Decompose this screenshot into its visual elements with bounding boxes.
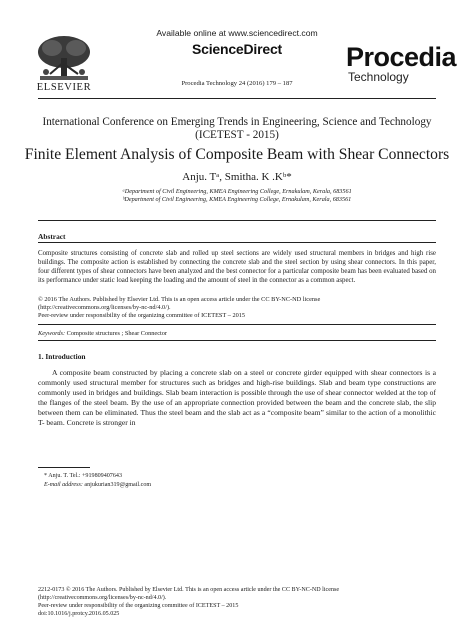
affiliation-a: ᵃDepartment of Civil Engineering, KMEA Engineering College, Ernakulam, Kerala, 683561 xyxy=(122,188,352,195)
bottom-copyright xyxy=(38,586,448,618)
abstract-copyright xyxy=(38,296,436,320)
procedia-title: Procedia xyxy=(346,42,457,72)
keywords-bottom-divider xyxy=(38,340,436,341)
bottom-license-link[interactable]: (http://creativecommons.org/licenses/by-nc-nd/4.0/). xyxy=(38,595,167,602)
email-address[interactable]: anjukurian319@gmail.com xyxy=(82,481,152,488)
conference-name: International Conference on Emerging Trends in Engineering, Science and Technology (ICETEST - 2015) xyxy=(42,116,432,141)
keywords-value: Composite structures ; Shear Connector xyxy=(65,330,168,337)
authors: Anju. Tᵃ, Smitha. K .Kᵇ* xyxy=(182,171,292,183)
email-label: E-mail address: xyxy=(44,481,83,488)
paper-title: Finite Element Analysis of Composite Beam with Shear Connectors xyxy=(24,146,450,163)
doi[interactable]: doi:10.1016/j.protcy.2016.05.025 xyxy=(38,611,120,618)
introduction-body: A composite beam constructed by placing a concrete slab on a steel or concrete girder equipped with shear connectors is a commonly used structural member for structures such as bridges and high-rise buildings. Slab and beam type constructions are commonly used in bridges and buildings. Slab beam interaction is possible through the use of shear connector welded at the top of the flanges of the steel beam. By the use of an appropriate connection provided between the beam and the concrete slab, the slip between them can be eliminated. Thus the steel beam and the slab act as a “composite beam” similar to the action of a monolithic T- beam. Concrete is stronger in xyxy=(38,368,436,427)
introduction-heading: 1. Introduction xyxy=(38,352,86,361)
available-online[interactable]: Available online at www.sciencedirect.com xyxy=(156,28,318,38)
copyright-line: © 2016 The Authors. Published by Elsevier Ltd. This is an open access article under the CC BY-NC-ND license xyxy=(38,296,321,303)
journal-citation: Procedia Technology 24 (2016) 179 – 187 xyxy=(181,80,293,87)
bottom-line-1: 2212-0173 © 2016 The Authors. Published by Elsevier Ltd. This is an open access article under the CC BY-NC-ND license xyxy=(38,587,340,593)
abstract-heading-divider xyxy=(38,242,436,243)
footnote-tel: * Anju. T. Tel.: +919809407643 xyxy=(44,473,122,479)
keywords-divider xyxy=(38,324,436,325)
affiliations xyxy=(40,188,434,204)
sciencedirect-logo[interactable]: ScienceDirect xyxy=(191,41,282,57)
license-link[interactable]: (http://creativecommons.org/licenses/by-nc-nd/4.0/). xyxy=(38,303,171,311)
keywords-label: Keywords: xyxy=(38,330,66,337)
footnote-divider xyxy=(38,467,90,468)
abstract-top-divider xyxy=(38,220,436,221)
publisher-logo-text: ELSEVIER xyxy=(36,82,92,93)
bottom-line-3: Peer-review under responsibility of the organizing committee of ICETEST – 2015 xyxy=(38,603,239,610)
footnote xyxy=(38,472,436,489)
procedia-subtitle: Technology xyxy=(348,70,409,84)
header-divider xyxy=(38,98,436,99)
abstract-heading: Abstract xyxy=(38,232,66,241)
peer-review-line: Peer-review under responsibility of the organizing committee of ICETEST – 2015 xyxy=(38,311,246,319)
abstract-body: Composite structures consisting of concrete slab and rolled up steel sections are widely used structural members in bridges and high rise buildings. The composite action is established by connecting the concrete slab and the steel section by using shear connectors. In this paper, four different types of shear connectors have been analyzed and the best connector for a particular composite beam has been evaluated based on its performance under static load keeping the loading and the amount of steel in the connector as a common aspect. xyxy=(38,250,436,284)
keywords xyxy=(38,330,436,337)
affiliation-b: ᵇDepartment of Civil Engineering, KMEA Engineering College, Ernakulam, Kerala, 683561 xyxy=(122,196,352,203)
